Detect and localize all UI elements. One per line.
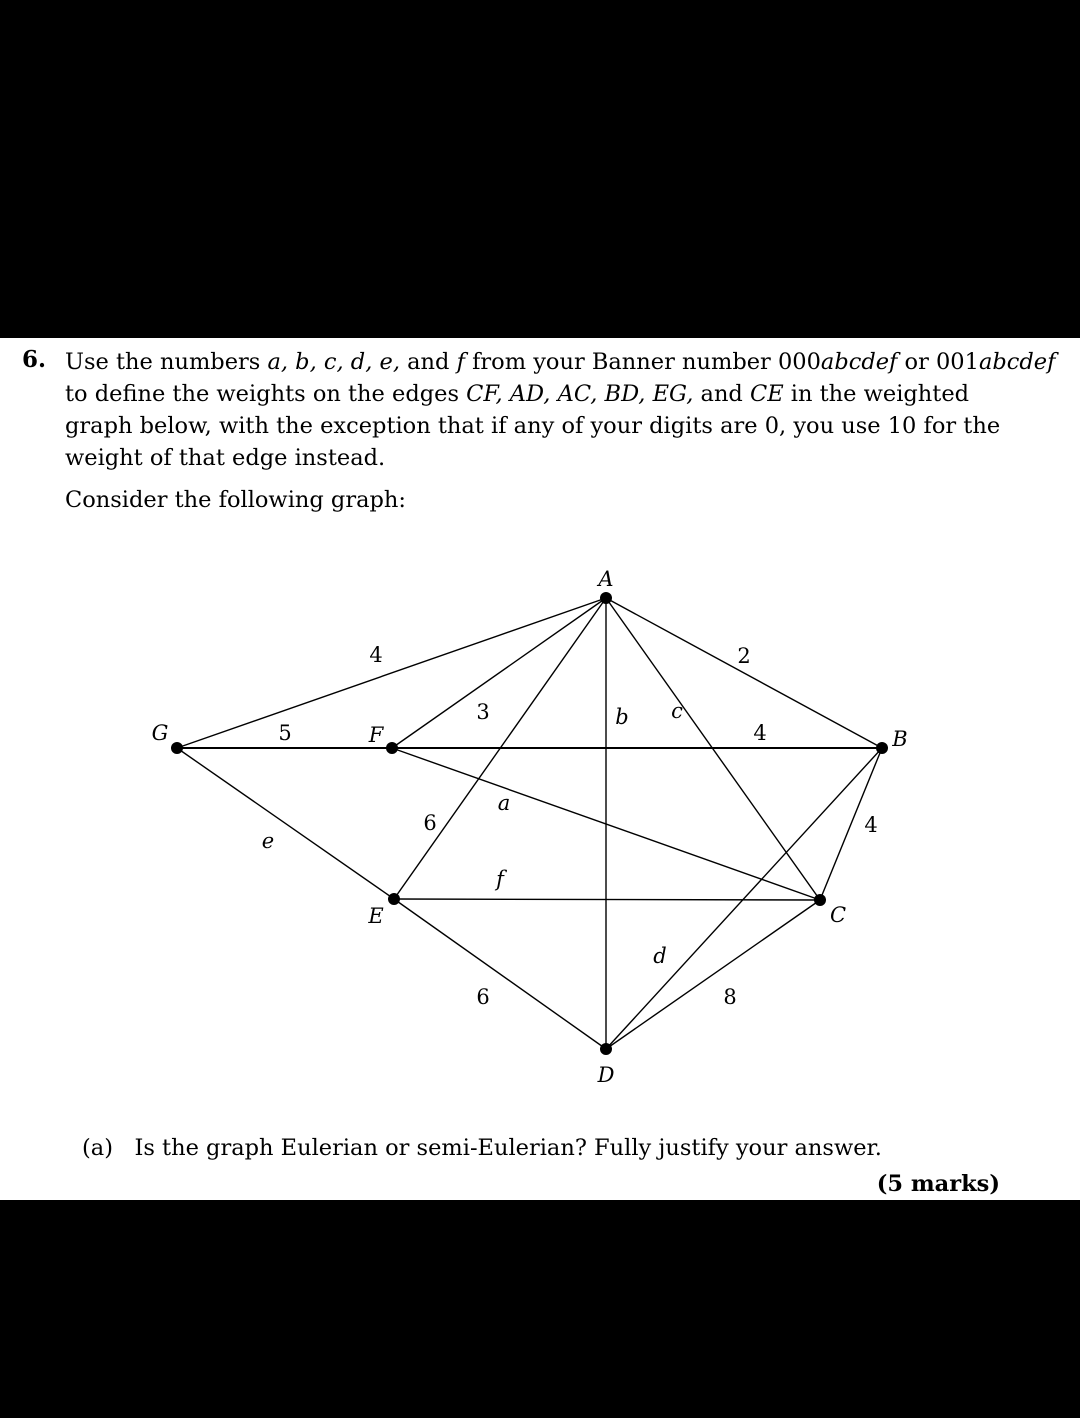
edge-weight-GA: 4 (369, 643, 383, 667)
math-text: a, b, c, d, e, (267, 349, 400, 375)
edge-weight-EC: f (496, 867, 504, 891)
vertex-label-A: A (598, 567, 614, 591)
vertex-label-B: B (892, 727, 908, 751)
edge-weight-AC: c (671, 699, 683, 723)
edge-weight-FC: a (497, 791, 511, 815)
vertex-A (600, 592, 612, 604)
edge-GE (177, 748, 394, 899)
vertex-label-C: C (829, 903, 847, 927)
edge-AB (606, 598, 882, 748)
vertex-label-E: E (368, 904, 384, 928)
math-text: abcdef (820, 349, 898, 375)
vertex-F (386, 742, 398, 754)
edge-weight-FB: 4 (753, 721, 767, 745)
vertex-label-D: D (597, 1063, 615, 1087)
paragraph-text: graph below, with the exception that if any of your digits are 0, you use 10 for the (65, 413, 1001, 439)
paragraph-text: or 001 (897, 349, 979, 375)
math-text: f (456, 349, 465, 375)
math-text: CF, AD, AC, BD, EG, (466, 381, 694, 407)
vertex-B (876, 742, 888, 754)
vertex-label-G: G (151, 721, 169, 745)
math-text: abcdef (978, 349, 1056, 375)
edge-weight-CD: 8 (723, 985, 737, 1009)
vertex-G (171, 742, 183, 754)
edge-FA (392, 598, 606, 748)
vertex-E (388, 893, 400, 905)
edge-weight-AE: 6 (423, 811, 437, 835)
part-a-marks: (5 marks) (876, 1171, 1000, 1197)
edge-EC (394, 899, 820, 900)
edge-weight-ED: 6 (476, 985, 490, 1009)
question-page (0, 338, 1080, 1200)
part-a-text: Is the graph Eulerian or semi-Eulerian? Fully justify your answer. (134, 1135, 882, 1161)
paragraph-text: and (399, 349, 457, 375)
question-number: 6. (22, 346, 47, 373)
vertex-C (814, 894, 826, 906)
consider-text: Consider the following graph: (65, 487, 406, 513)
edge-ED (394, 899, 606, 1049)
vertex-label-F: F (368, 723, 384, 747)
edge-GA (177, 598, 606, 748)
edge-weight-BD: d (653, 944, 667, 968)
part-a-question (82, 1135, 882, 1161)
edge-CD (606, 900, 820, 1049)
paragraph-text: from your Banner number 000 (464, 349, 821, 375)
edge-weight-AB: 2 (737, 644, 751, 668)
paragraph-text: in the weighted (783, 381, 970, 407)
vertex-D (600, 1043, 612, 1055)
paragraph-text: weight of that edge instead. (65, 445, 386, 471)
part-a-label: (a) (82, 1135, 113, 1161)
paragraph-text: and (693, 381, 750, 407)
edge-weight-FA: 3 (476, 700, 490, 724)
paragraph-text: to define the weights on the edges (65, 381, 467, 407)
weighted-graph (0, 338, 1080, 1200)
edge-weight-GE: e (261, 829, 275, 853)
edge-weight-GF: 5 (278, 721, 292, 745)
math-text: CE (750, 381, 784, 407)
edge-weight-AD: b (615, 705, 629, 729)
edge-weight-BC: 4 (864, 813, 878, 837)
paragraph-text: Use the numbers (65, 349, 268, 375)
